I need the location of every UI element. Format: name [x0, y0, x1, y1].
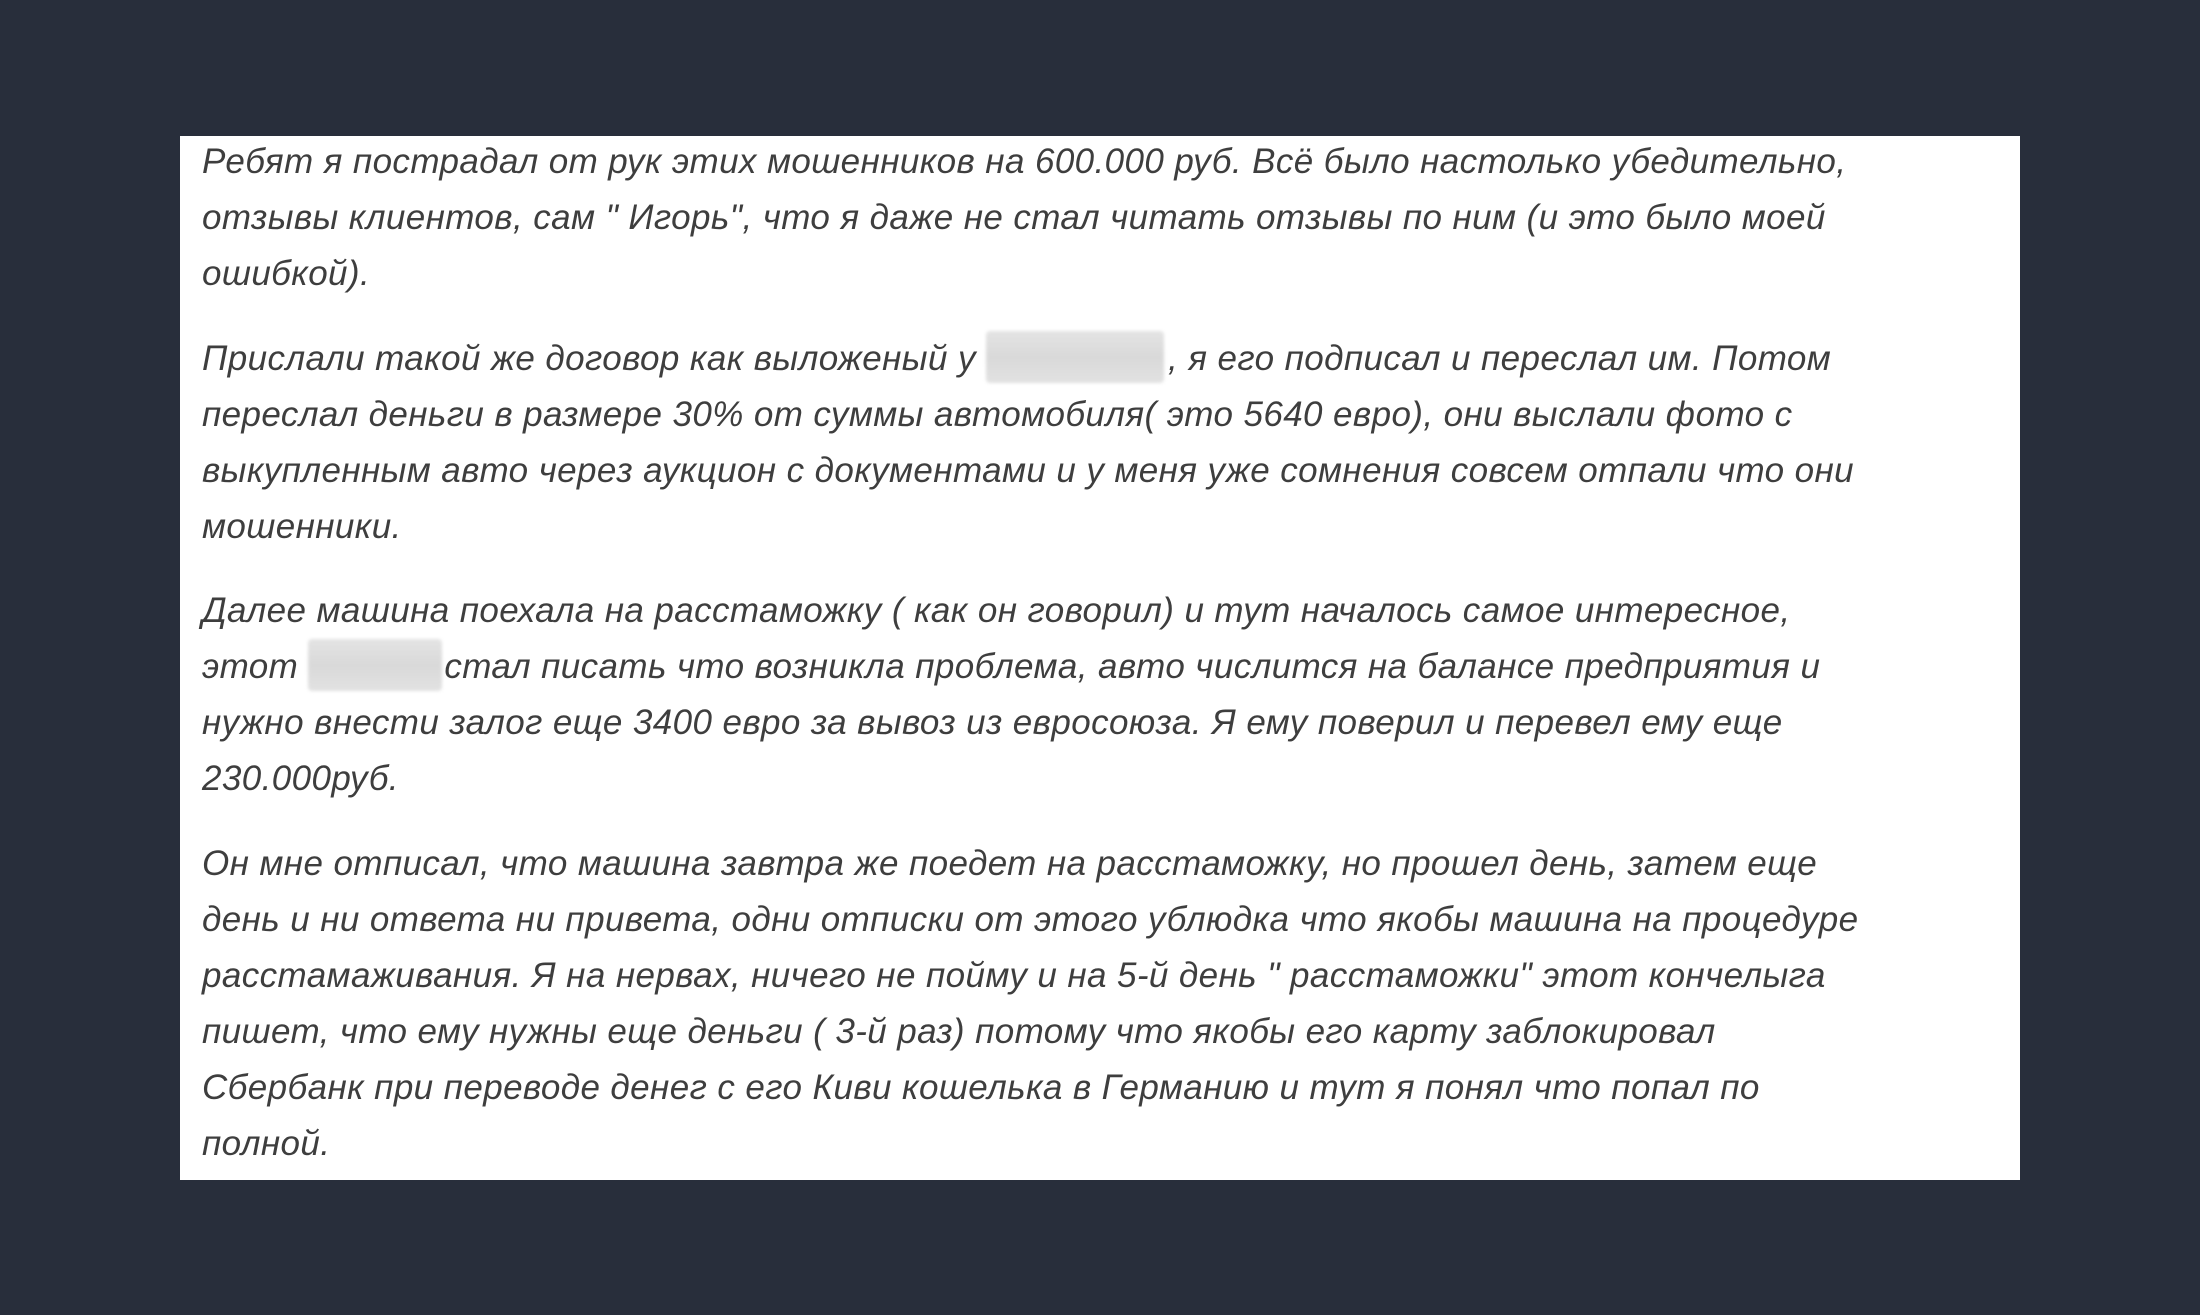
text-line: нужно внести залог еще 3400 евро за вывоз из евросоюза. Я ему поверил и перевел ему еще — [202, 703, 1783, 742]
text-line: выкупленным авто через аукцион с документами и у меня уже сомнения совсем отпали что они — [202, 451, 1855, 490]
text-line: расстамаживания. Я на нервах, ничего не пойму и на 5-й день " расстаможки" этот кончелыга — [202, 956, 1826, 995]
review-text-panel — [180, 136, 2020, 1180]
text-line-with-redaction — [202, 331, 1854, 387]
paragraph-1 — [202, 134, 1846, 302]
text-line: 230.000руб. — [202, 759, 399, 798]
text-segment: Прислали такой же договор как выложеный у — [202, 339, 986, 378]
text-line: мошенники. — [202, 507, 402, 546]
text-line: Сбербанк при переводе денег с его Киви кошелька в Германию и тут я понял что попал по — [202, 1068, 1760, 1107]
text-line: день и ни ответа ни привета, одни отписки от этого ублюдка что якобы машина на процедуре — [202, 900, 1859, 939]
text-line: Далее машина поехала на расстаможку ( как он говорил) и тут началось самое интересное, — [202, 591, 1791, 630]
text-segment: , я его подписал и переслал им. Потом — [1167, 339, 1832, 378]
text-line: переслал деньги в размере 30% от суммы автомобиля( это 5640 евро), они выслали фото с — [202, 395, 1793, 434]
text-line: пишет, что ему нужны еще деньги ( 3-й раз) потому что якобы его карту заблокировал — [202, 1012, 1716, 1051]
text-line: Ребят я пострадал от рук этих мошенников на 600.000 руб. Всё было настолько убедительно, — [202, 142, 1847, 181]
paragraph-3 — [202, 583, 1820, 807]
text-line: ошибкой). — [202, 254, 371, 293]
text-line: Он мне отписал, что машина завтра же поедет на расстаможку, но прошел день, затем еще — [202, 844, 1818, 883]
text-line: полной. — [202, 1124, 331, 1163]
redacted-name-blur — [986, 331, 1164, 383]
paragraph-4 — [202, 836, 1859, 1172]
text-line-with-redaction — [202, 639, 1820, 695]
text-segment: стал писать что возникла проблема, авто числится на балансе предприятия и — [444, 647, 1821, 686]
text-segment: этот — [202, 647, 309, 686]
text-line: отзывы клиентов, сам " Игорь", что я даже не стал читать отзывы по ним (и это было моей — [202, 198, 1826, 237]
paragraph-2 — [202, 331, 1854, 555]
redacted-name-blur — [308, 639, 442, 691]
